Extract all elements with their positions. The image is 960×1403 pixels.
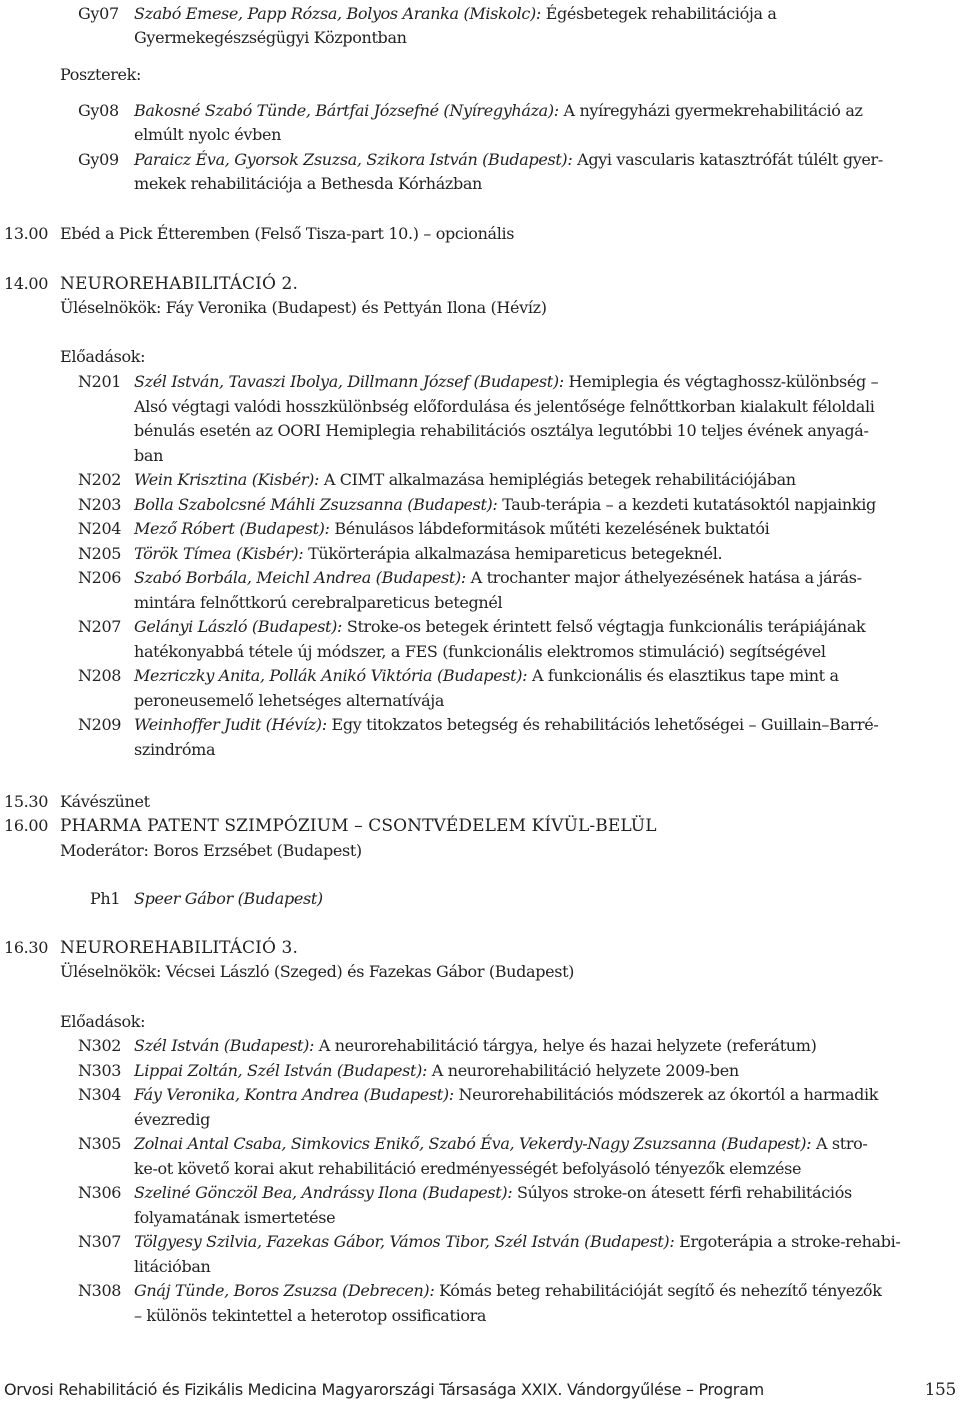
- lecture-entry: [134, 1132, 867, 1156]
- lecture-entry: [134, 1181, 852, 1205]
- lectures-label: Előadások:: [60, 347, 146, 366]
- lecture-code: N307: [78, 1232, 122, 1251]
- lecture-code: N204: [78, 519, 122, 538]
- lecture-authors: Gnáj Tünde, Boros Zsuzsa (Debrecen):: [134, 1281, 435, 1300]
- session-moderator: Moderátor: Boros Erzsébet (Budapest): [60, 841, 362, 860]
- lecture-entry: [134, 1083, 878, 1107]
- session-title: NEUROREHABILITÁCIÓ 3.: [60, 938, 298, 958]
- lecture-authors: Lippai Zoltán, Szél István (Budapest):: [134, 1060, 428, 1080]
- lecture-authors: Bakosné Szabó Tünde, Bártfai Józsefné (Nyíregyháza):: [134, 101, 559, 120]
- lecture-title-cont: peroneusemelő lehetséges alternatívája: [134, 690, 445, 710]
- lecture-code: N306: [78, 1183, 122, 1202]
- lecture-title-cont: Alsó végtagi valódi hosszkülönbség előfordulása és jelentősége felnőttkorban kialakult féloldali: [134, 396, 875, 416]
- lecture-authors: Weinhoffer Judit (Hévíz):: [134, 715, 327, 734]
- lecture-title-cont: – különös tekintettel a heterotop ossificatiora: [134, 1305, 487, 1325]
- lecture-title-cont: ke-ot követő korai akut rehabilitáció eredményességét befolyásoló tényezők elemzése: [134, 1158, 802, 1178]
- lecture-entry: [134, 1230, 900, 1254]
- lecture-authors: Szél István, Tavaszi Ibolya, Dillmann József (Budapest):: [134, 372, 564, 391]
- lecture-authors: Wein Krisztina (Kisbér):: [134, 470, 320, 489]
- session-title: NEUROREHABILITÁCIÓ 2.: [60, 274, 298, 294]
- lecture-title-cont: hatékonyabbá tétele új módszer, a FES (funkcionális elektromos stimuláció) segítségével: [134, 641, 826, 661]
- lecture-authors: Szél István (Budapest):: [134, 1036, 315, 1055]
- lecture-title: A trochanter major áthelyezésének hatása a járás-: [470, 568, 862, 587]
- lecture-authors: Tölgyesy Szilvia, Fazekas Gábor, Vámos Tibor, Szél István (Budapest):: [134, 1232, 675, 1251]
- footer-title: Orvosi Rehabilitáció és Fizikális Medicina Magyarországi Társasága XXIX. Vándorgyűlése – Program: [4, 1380, 764, 1399]
- posters-label: Poszterek:: [60, 65, 141, 84]
- lecture-title-cont: mintára felnőttkorú cerebralpareticus betegnél: [134, 592, 503, 612]
- lecture-title-cont: évezredig: [134, 1109, 210, 1129]
- lecture-title: Neurorehabilitációs módszerek az ókortól a harmadik: [458, 1085, 879, 1104]
- lecture-authors: Szabó Emese, Papp Rózsa, Bolyos Aranka (Miskolc):: [134, 4, 541, 23]
- lecture-entry: [134, 713, 878, 737]
- lecture-entry: [134, 468, 796, 492]
- lecture-entry: [134, 566, 862, 590]
- lecture-title: A stro-: [815, 1134, 868, 1153]
- lecture-entry: [134, 493, 876, 517]
- page-number: 155: [924, 1380, 956, 1400]
- lecture-entry: [134, 99, 863, 123]
- lecture-title: A nyíregyházi gyermekrehabilitáció az: [563, 101, 863, 120]
- lunch-text: Ebéd a Pick Étteremben (Felső Tisza-part 10.) – opcionális: [60, 224, 515, 243]
- lecture-code: N205: [78, 543, 122, 563]
- lecture-entry: [134, 148, 883, 172]
- lecture-code: N303: [78, 1060, 122, 1080]
- lecture-title-cont: szindróma: [134, 739, 216, 759]
- lecture-authors: Bolla Szabolcsné Máhli Zsuzsanna (Budapest):: [134, 494, 498, 514]
- lecture-title-cont: litációban: [134, 1256, 211, 1276]
- lecture-code: N206: [78, 568, 122, 587]
- lecture-title-cont: folyamatának ismertetése: [134, 1207, 336, 1227]
- lecture-title: Égésbetegek rehabilitációja a: [545, 4, 777, 23]
- lecture-title: Kómás beteg rehabilitációját segítő és nehezítő tényezők: [439, 1281, 882, 1300]
- lecture-authors: Szabó Borbála, Meichl Andrea (Budapest):: [134, 568, 466, 587]
- lecture-code: N202: [78, 470, 122, 489]
- lecture-code: N209: [78, 715, 122, 734]
- lecture-entry: [134, 517, 769, 541]
- session-time: 14.00: [4, 274, 49, 293]
- lecture-title: Súlyos stroke-on átesett férfi rehabilitációs: [517, 1183, 852, 1202]
- session-time: 16.00: [4, 816, 49, 835]
- lecture-title: Ergoterápia a stroke-rehabi-: [679, 1232, 901, 1251]
- lecture-title: Agyi vascularis katasztrófát túlélt gyer-: [577, 150, 883, 169]
- lecture-title: Hemiplegia és végtaghossz-különbség –: [568, 372, 879, 391]
- lecture-code: Gy07: [78, 4, 119, 23]
- lecture-title: A neurorehabilitáció tárgya, helye és hazai helyzete (referátum): [318, 1036, 817, 1055]
- lecture-entry: [134, 542, 722, 566]
- lecture-code: N203: [78, 494, 122, 514]
- lecture-title: Tükörterápia alkalmazása hemipareticus betegeknél.: [308, 543, 723, 563]
- session-title: PHARMA PATENT SZIMPÓZIUM – CSONTVÉDELEM KÍVÜL-BELÜL: [60, 816, 657, 836]
- session-chairs: Üléselnökök: Vécsei László (Szeged) és Fazekas Gábor (Budapest): [60, 962, 575, 981]
- lecture-authors: Fáy Veronika, Kontra Andrea (Budapest):: [134, 1085, 454, 1104]
- lecture-title: A CIMT alkalmazása hemiplégiás betegek rehabilitációjában: [323, 470, 796, 489]
- session-chairs: Üléselnökök: Fáy Veronika (Budapest) és Pettyán Ilona (Hévíz): [60, 298, 547, 317]
- lecture-title-cont: ban: [134, 445, 164, 465]
- lecture-code: N304: [78, 1085, 122, 1104]
- lecture-entry: [134, 1034, 816, 1058]
- lecture-entry: [134, 664, 839, 688]
- lecture-authors: Török Tímea (Kisbér):: [134, 543, 304, 563]
- lecture-authors: Paraicz Éva, Gyorsok Zsuzsa, Szikora István (Budapest):: [134, 150, 573, 169]
- lecture-title-cont: elmúlt nyolc évben: [134, 125, 282, 144]
- lecture-entry: [134, 615, 865, 639]
- lecture-entry: [134, 370, 878, 394]
- lecture-code: Gy09: [78, 150, 119, 169]
- lecture-code: Ph1: [90, 889, 121, 908]
- lecture-code: N201: [78, 372, 122, 391]
- lecture-title-cont: bénulás esetén az OORI Hemiplegia rehabilitációs osztálya legutóbbi 10 teljes évének anyagá-: [134, 421, 869, 440]
- lecture-authors: Gelányi László (Budapest):: [134, 617, 343, 636]
- session-time: 15.30: [4, 792, 49, 811]
- lecture-code: N302: [78, 1036, 122, 1055]
- lecture-title: A neurorehabilitáció helyzete 2009-ben: [431, 1060, 739, 1080]
- lecture-title: A funkcionális és elasztikus tape mint a: [531, 666, 839, 685]
- lecture-code: N208: [78, 666, 122, 685]
- session-time: 16.30: [4, 938, 49, 957]
- lectures-label: Előadások:: [60, 1012, 146, 1031]
- lecture-code: N207: [78, 617, 122, 636]
- lecture-title: Egy titokzatos betegség és rehabilitációs lehetőségei – Guillain–Barré-: [331, 715, 879, 734]
- lecture-authors: Zolnai Antal Csaba, Simkovics Enikő, Szabó Éva, Vekerdy-Nagy Zsuzsanna (Budapest):: [134, 1134, 812, 1153]
- lecture-title-cont: mekek rehabilitációja a Bethesda Kórházban: [134, 174, 483, 193]
- lecture-entry: [134, 2, 777, 26]
- lecture-title: Bénulásos lábdeformitások műtéti kezelésének buktatói: [334, 519, 770, 538]
- lecture-entry: [134, 1059, 739, 1083]
- lecture-authors: Mezriczky Anita, Pollák Anikó Viktória (Budapest):: [134, 666, 528, 685]
- session-time: 13.00: [4, 224, 49, 243]
- lecture-title-cont: Gyermekegészségügyi Központban: [134, 28, 407, 47]
- lecture-code: N305: [78, 1134, 122, 1153]
- lecture-authors: Speer Gábor (Budapest): [134, 889, 323, 908]
- lecture-code: Gy08: [78, 101, 119, 120]
- coffee-break: Kávészünet: [60, 792, 150, 811]
- lecture-authors: Mező Róbert (Budapest):: [134, 519, 330, 538]
- lecture-code: N308: [78, 1281, 122, 1300]
- lecture-title: Stroke-os betegek érintett felső végtagja funkcionális terápiájának: [346, 617, 866, 636]
- lecture-entry: [134, 1279, 882, 1303]
- lecture-title: Taub-terápia – a kezdeti kutatásoktól napjainkig: [502, 494, 876, 514]
- lecture-authors: Szeliné Gönczöl Bea, Andrássy Ilona (Budapest):: [134, 1183, 513, 1202]
